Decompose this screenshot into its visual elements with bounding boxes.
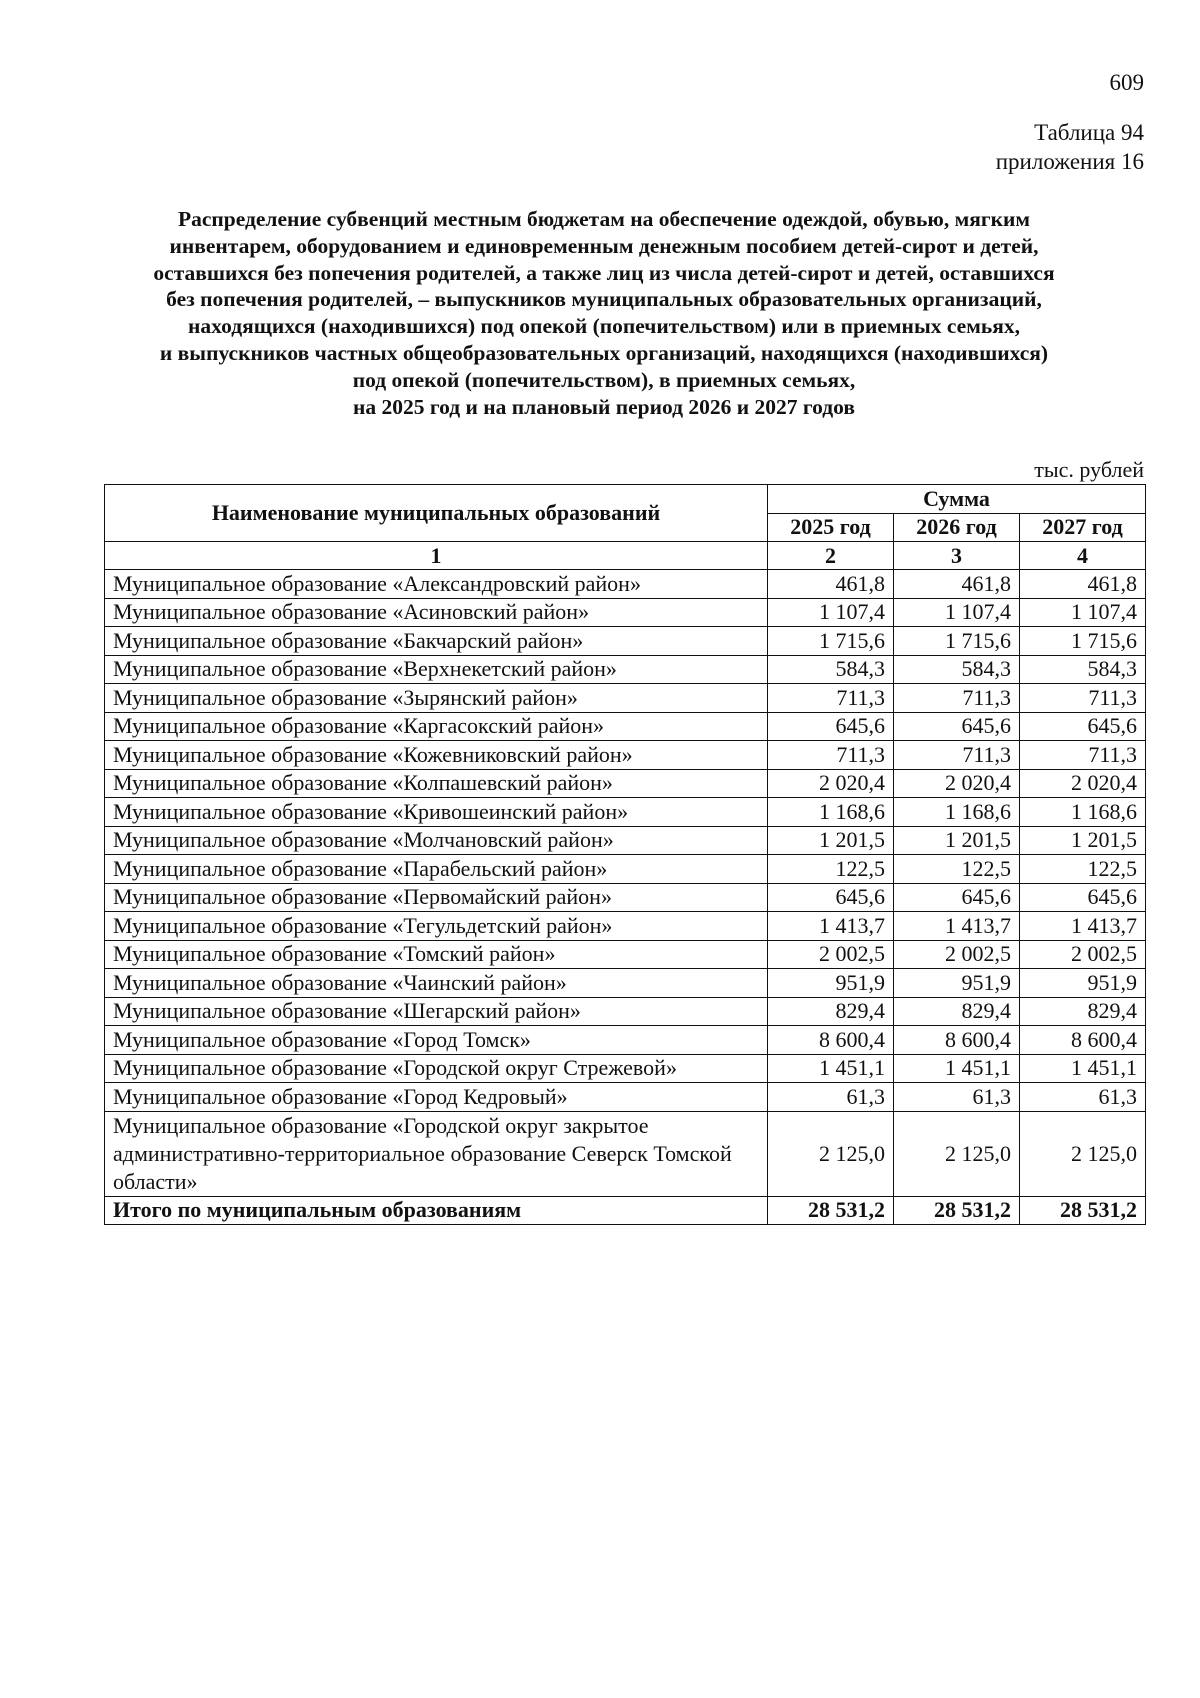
table-row: [105, 940, 1146, 969]
table-row: [105, 798, 1146, 827]
value-2025: 8 600,4: [768, 1026, 894, 1055]
total-2025: 28 531,2: [768, 1196, 894, 1225]
column-number: 3: [894, 542, 1020, 570]
title-line: Распределение субвенций местным бюджетам на обеспечение одеждой, обувью, мягким: [177, 207, 1031, 231]
table-row: [105, 570, 1146, 599]
value-2025: 584,3: [768, 655, 894, 684]
table-row: [105, 769, 1146, 798]
value-2027: 1 413,7: [1020, 912, 1146, 941]
value-2026: 645,6: [894, 883, 1020, 912]
table-row: [105, 1083, 1146, 1112]
header-municipality: Наименование муниципальных образований: [105, 485, 768, 542]
value-2027: 1 715,6: [1020, 627, 1146, 656]
municipality-name: Муниципальное образование «Городской округ Стрежевой»: [105, 1054, 768, 1083]
value-2025: 645,6: [768, 712, 894, 741]
table-row: [105, 627, 1146, 656]
value-2026: 711,3: [894, 684, 1020, 713]
value-2026: 1 201,5: [894, 826, 1020, 855]
value-2026: 1 715,6: [894, 627, 1020, 656]
municipality-name: Муниципальное образование «Тегульдетский район»: [105, 912, 768, 941]
page-number: 609: [1109, 70, 1144, 95]
value-2025: 1 168,6: [768, 798, 894, 827]
municipality-name: Муниципальное образование «Шегарский район»: [105, 997, 768, 1026]
table-row: [105, 655, 1146, 684]
total-label: Итого по муниципальным образованиям: [105, 1196, 768, 1225]
municipality-name: Муниципальное образование «Город Томск»: [105, 1026, 768, 1055]
value-2026: 1 413,7: [894, 912, 1020, 941]
value-2026: 461,8: [894, 570, 1020, 599]
value-2027: 122,5: [1020, 855, 1146, 884]
table-row: [105, 684, 1146, 713]
table-row: [105, 598, 1146, 627]
value-2027: 1 451,1: [1020, 1054, 1146, 1083]
total-row: [105, 1196, 1146, 1225]
table-reference: [996, 118, 1144, 176]
value-2025: 829,4: [768, 997, 894, 1026]
table-number: Таблица 94: [1034, 120, 1144, 145]
value-2025: 61,3: [768, 1083, 894, 1112]
value-2027: 829,4: [1020, 997, 1146, 1026]
municipality-name: Муниципальное образование «Кривошеинский район»: [105, 798, 768, 827]
value-2027: 711,3: [1020, 684, 1146, 713]
value-2026: 61,3: [894, 1083, 1020, 1112]
value-2026: 584,3: [894, 655, 1020, 684]
municipality-name: Муниципальное образование «Чаинский район»: [105, 969, 768, 998]
title-line: без попечения родителей, – выпускников муниципальных образовательных организаций,: [166, 287, 1042, 312]
value-2026: 8 600,4: [894, 1026, 1020, 1055]
total-2026: 28 531,2: [894, 1196, 1020, 1225]
table-row: [105, 1054, 1146, 1083]
units-label: тыс. рублей: [1034, 457, 1144, 482]
value-2025: 122,5: [768, 855, 894, 884]
value-2025: 1 201,5: [768, 826, 894, 855]
table-row: [105, 883, 1146, 912]
value-2026: 2 002,5: [894, 940, 1020, 969]
title-line: на 2025 год и на плановый период 2026 и 2027 годов: [353, 394, 855, 419]
value-2026: 829,4: [894, 997, 1020, 1026]
municipality-name: Муниципальное образование «Город Кедровый»: [105, 1083, 768, 1112]
table-row: [105, 712, 1146, 741]
municipality-name: Муниципальное образование «Асиновский район»: [105, 598, 768, 627]
value-2025: 711,3: [768, 741, 894, 770]
value-2025: 1 715,6: [768, 627, 894, 656]
column-numbers-row: [105, 542, 1146, 570]
value-2026: 645,6: [894, 712, 1020, 741]
title-line: находящихся (находившихся) под опекой (попечительством) или в приемных семьях,: [188, 314, 1020, 339]
value-2025: 645,6: [768, 883, 894, 912]
title-line: инвентарем, оборудованием и единовременным денежным пособием детей-сирот и детей,: [169, 233, 1039, 258]
appendix-number: приложения 16: [995, 149, 1144, 174]
municipality-name: Муниципальное образование «Городской округ закрытое административно-территориальное образование Северск Томской области»: [105, 1111, 768, 1196]
value-2026: 2 020,4: [894, 769, 1020, 798]
value-2026: 951,9: [894, 969, 1020, 998]
table-row: [105, 997, 1146, 1026]
value-2026: 122,5: [894, 855, 1020, 884]
municipality-name: Муниципальное образование «Верхнекетский район»: [105, 655, 768, 684]
value-2025: 2 125,0: [768, 1111, 894, 1196]
value-2027: 1 168,6: [1020, 798, 1146, 827]
municipality-name: Муниципальное образование «Зырянский район»: [105, 684, 768, 713]
municipality-name: Муниципальное образование «Томский район»: [105, 940, 768, 969]
municipality-name: Муниципальное образование «Александровский район»: [105, 570, 768, 599]
value-2027: 2 125,0: [1020, 1111, 1146, 1196]
value-2027: 461,8: [1020, 570, 1146, 599]
table-row: [105, 1111, 1146, 1196]
document-title: [104, 206, 1104, 420]
value-2025: 951,9: [768, 969, 894, 998]
value-2027: 1 107,4: [1020, 598, 1146, 627]
municipality-name: Муниципальное образование «Колпашевский район»: [105, 769, 768, 798]
column-number: 2: [768, 542, 894, 570]
municipality-name: Муниципальное образование «Бакчарский район»: [105, 627, 768, 656]
value-2025: 711,3: [768, 684, 894, 713]
municipality-name: Муниципальное образование «Парабельский район»: [105, 855, 768, 884]
value-2025: 1 413,7: [768, 912, 894, 941]
title-line: и выпускников частных общеобразовательных организаций, находящихся (находившихся): [159, 340, 1049, 365]
value-2027: 711,3: [1020, 741, 1146, 770]
value-2026: 1 451,1: [894, 1054, 1020, 1083]
value-2027: 2 002,5: [1020, 940, 1146, 969]
title-line: под опекой (попечительством), в приемных семьях,: [352, 367, 856, 392]
value-2027: 1 201,5: [1020, 826, 1146, 855]
municipality-name: Муниципальное образование «Молчановский район»: [105, 826, 768, 855]
value-2025: 1 451,1: [768, 1054, 894, 1083]
column-number: 1: [105, 542, 768, 570]
municipality-name: Муниципальное образование «Первомайский район»: [105, 883, 768, 912]
municipality-name: Муниципальное образование «Кожевниковский район»: [105, 741, 768, 770]
value-2027: 8 600,4: [1020, 1026, 1146, 1055]
value-2027: 645,6: [1020, 883, 1146, 912]
column-number: 4: [1020, 542, 1146, 570]
subvention-table: [104, 484, 1146, 1225]
value-2026: 2 125,0: [894, 1111, 1020, 1196]
value-2025: 1 107,4: [768, 598, 894, 627]
value-2027: 584,3: [1020, 655, 1146, 684]
municipality-name: Муниципальное образование «Каргасокский район»: [105, 712, 768, 741]
value-2026: 1 168,6: [894, 798, 1020, 827]
table-row: [105, 826, 1146, 855]
table-body: [105, 570, 1146, 1225]
title-line: оставшихся без попечения родителей, а также лиц из числа детей-сирот и детей, оставшихся: [153, 260, 1055, 285]
value-2027: 61,3: [1020, 1083, 1146, 1112]
value-2027: 951,9: [1020, 969, 1146, 998]
value-2025: 2 020,4: [768, 769, 894, 798]
header-year-2025: 2025 год: [768, 513, 894, 542]
total-2027: 28 531,2: [1020, 1196, 1146, 1225]
table-row: [105, 969, 1146, 998]
table-row: [105, 1026, 1146, 1055]
value-2027: 645,6: [1020, 712, 1146, 741]
table-row: [105, 855, 1146, 884]
value-2026: 711,3: [894, 741, 1020, 770]
header-year-2027: 2027 год: [1020, 513, 1146, 542]
header-sum: Сумма: [768, 485, 1146, 514]
value-2026: 1 107,4: [894, 598, 1020, 627]
table-row: [105, 741, 1146, 770]
value-2025: 461,8: [768, 570, 894, 599]
value-2025: 2 002,5: [768, 940, 894, 969]
header-row: [105, 485, 1146, 514]
header-year-2026: 2026 год: [894, 513, 1020, 542]
value-2027: 2 020,4: [1020, 769, 1146, 798]
table-row: [105, 912, 1146, 941]
